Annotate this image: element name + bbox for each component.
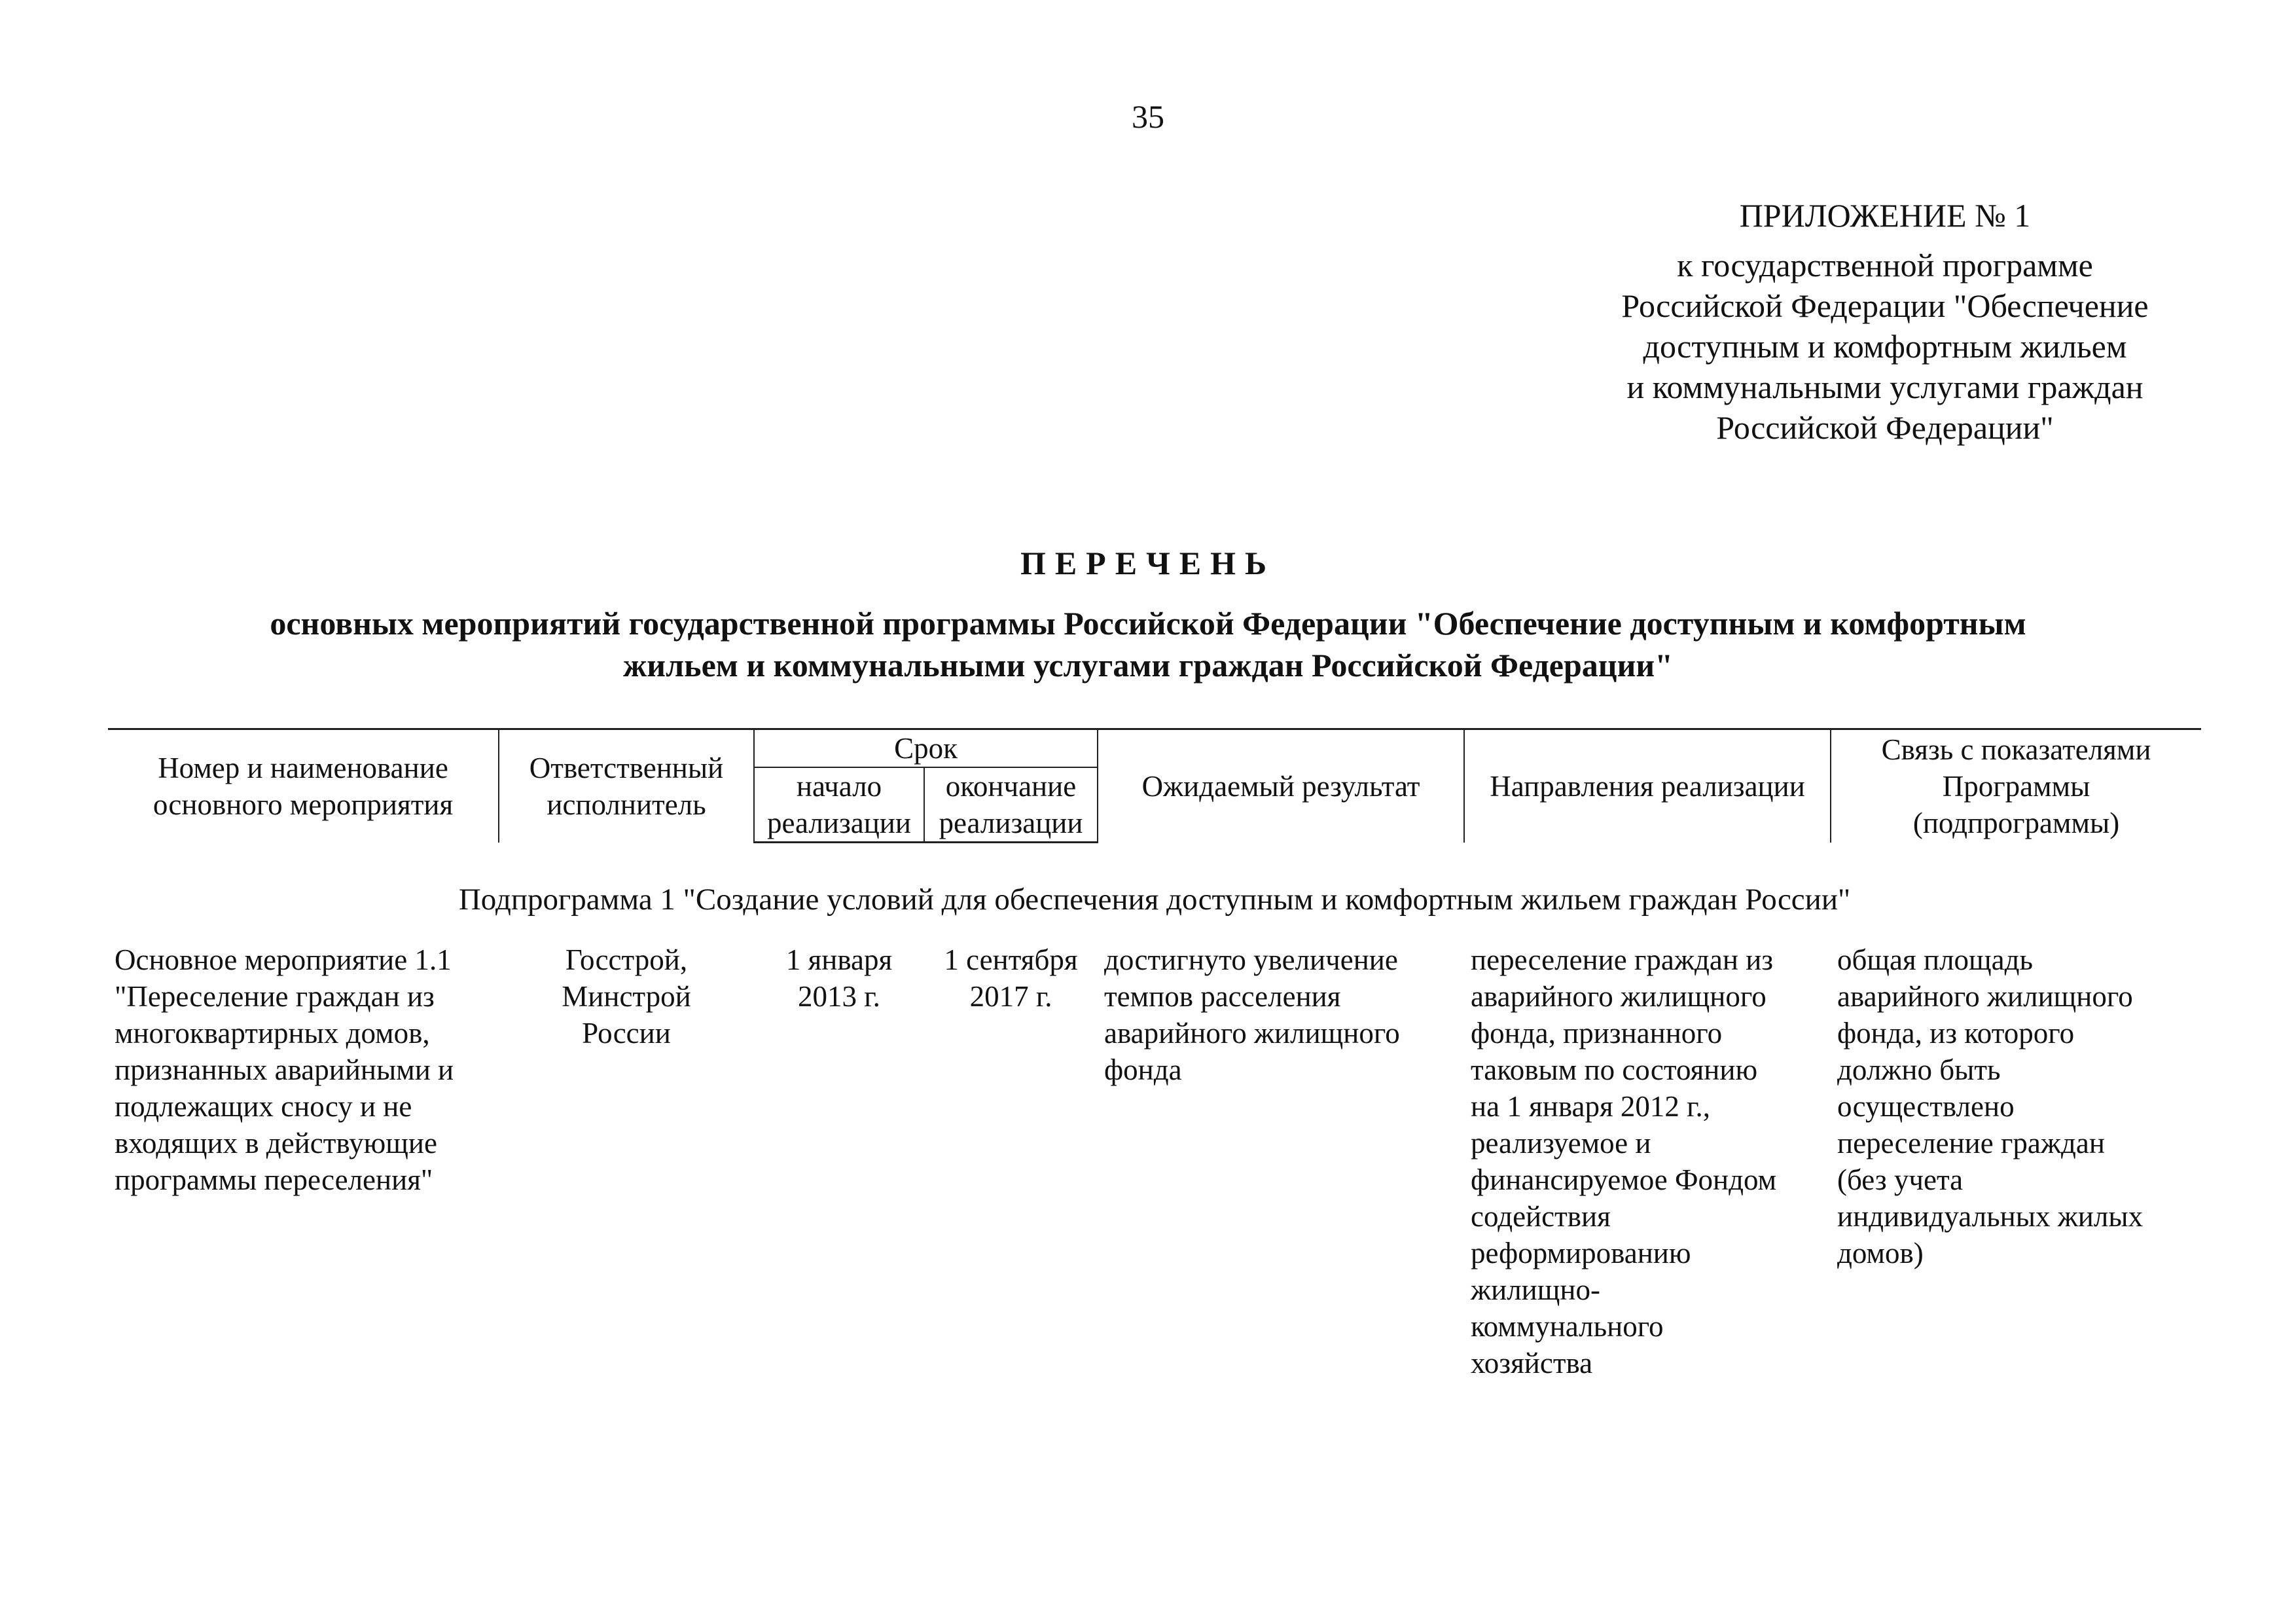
header-link: Связь с показателями Программы (подпрограммы): [1831, 729, 2201, 843]
appendix-line: Российской Федерации "Обеспечение: [1621, 287, 2149, 324]
subprogram-title: Подпрограмма 1 "Создание условий для обеспечения доступным и комфортным жильем граждан России": [458, 883, 1851, 917]
header-result: Ожидаемый результат: [1098, 729, 1464, 843]
cell-name: Основное мероприятие 1.1 "Переселение граждан из многоквартирных домов, признанных аварийными и подлежащих сносу и не входящих в действующие программы переселения": [115, 943, 454, 1196]
cell-result: достигнуто увеличение темпов расселения аварийного жилищного фонда: [1104, 943, 1400, 1086]
table-row: [108, 941, 2201, 1381]
table-header: [108, 729, 2201, 843]
appendix-line: Российской Федерации": [1716, 409, 2054, 446]
cell-end: 1 сентября 2017 г.: [944, 943, 1078, 1013]
cell-link: общая площадь аварийного жилищного фонда, из которого должно быть осуществлено переселение граждан (без учета индивидуальных жилых домов): [1837, 943, 2144, 1269]
header-executor: Ответственный исполнитель: [499, 729, 754, 843]
cell-directions: переселение граждан из аварийного жилищного фонда, признанного таковым по состоянию на 1 января 2012 г., реализуемое и финансируемое Фондом содействия реформированию жилищно- коммунального хозяйства: [1471, 943, 1777, 1379]
cell-start: 1 января 2013 г.: [785, 943, 893, 1013]
header-directions: Направления реализации: [1464, 729, 1831, 843]
appendix-line: к государственной программе: [1677, 247, 2093, 283]
appendix-block: [1538, 195, 2232, 448]
appendix-line: и коммунальными услугами граждан: [1626, 369, 2144, 405]
subtitle-line: жильем и коммунальными услугами граждан Российской Федерации": [623, 647, 1673, 684]
appendix-title: ПРИЛОЖЕНИЕ № 1: [1739, 197, 2031, 234]
cell-executor: Госстрой, Минстрой России: [562, 943, 691, 1049]
header-start: начало реализации: [754, 767, 924, 843]
subtitle-line: основных мероприятий государственной программы Российской Федерации "Обеспечение доступным и комфортным: [270, 605, 2026, 642]
document-subtitle: [98, 602, 2198, 686]
activities-table: [108, 728, 2201, 1381]
document-title: ПЕРЕЧЕНЬ: [1020, 545, 1276, 581]
header-end: окончание реализации: [924, 767, 1098, 843]
page-number: 35: [1132, 98, 1164, 135]
appendix-line: доступным и комфортным жильем: [1643, 328, 2127, 365]
header-term: Срок: [754, 729, 1098, 768]
subprogram-row: [108, 843, 2201, 942]
header-name: Номер и наименование основного мероприятия: [108, 729, 499, 843]
